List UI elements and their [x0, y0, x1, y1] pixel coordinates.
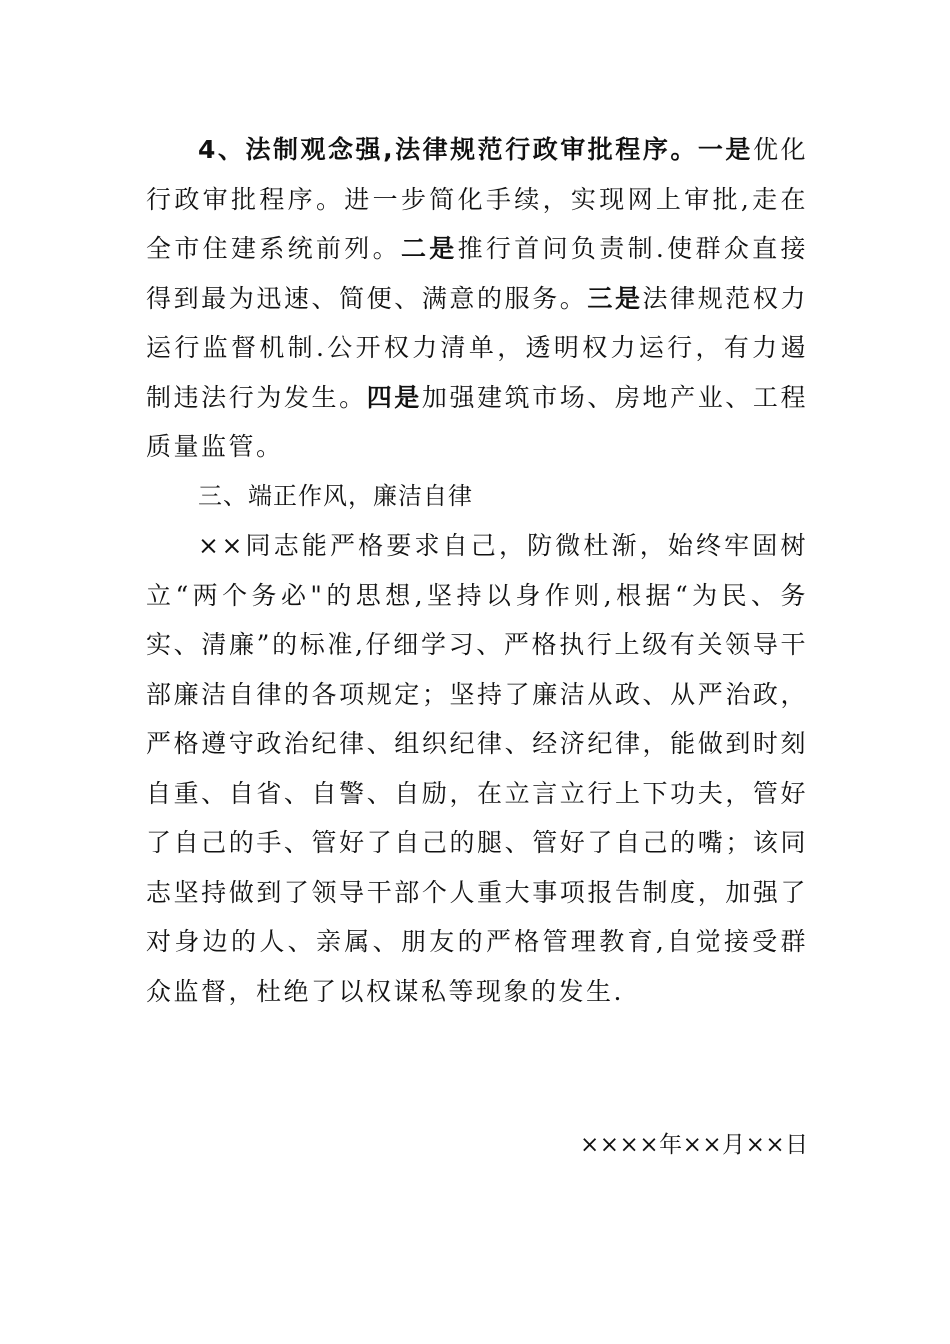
item-3-label: 三是 [587, 283, 643, 313]
section-3-body: ××同志能严格要求自己，防微杜渐，始终牢固树立“两个务必"的思想,坚持以身作则,根据“为民、务实、清廉”的标准,仔细学习、严格执行上级有关领导干部廉洁自律的各项规定；坚持了廉洁从政、从严治政，严格遵守政治纪律、组织纪律、经济纪律，能做到时刻自重、自省、自警、自励，在立言立行上下功夫，管好了自己的手、管好了自己的腿、管好了自己的嘴；该同志坚持做到了领导干部个人重大事项报告制度，加强了对身边的人、亲属、朋友的严格管理教育,自觉接受群众监督，杜绝了以权谋私等现象的发生. [146, 531, 808, 1006]
section-4-paragraph [146, 125, 808, 472]
section-3-heading: 三、端正作风，廉洁自律 [198, 481, 473, 510]
item-1-text: 优化行政审批程序。进一步简化手续，实现网上审批,走在全市住建系统前列。 [146, 135, 808, 263]
item-3-text: 法律规范权力运行监督机制.公开权力清单，透明权力运行，有力遏制违法行为发生。 [146, 283, 808, 412]
item-2-label: 二是 [400, 234, 458, 263]
signature-date: ××××年××月××日 [580, 1132, 809, 1158]
item-4-text: 加强建筑市场、房地产业、工程质量监管。 [146, 382, 808, 461]
item-1-label: 一是 [697, 135, 753, 164]
item-2-text: 推行首问负责制.使群众直接得到最为迅速、简便、满意的服务。 [146, 234, 808, 313]
section-4-title: 4、法制观念强,法律规范行政审批程序。 [198, 135, 698, 164]
item-4-label: 四是 [366, 382, 422, 412]
document-body [146, 125, 808, 1016]
